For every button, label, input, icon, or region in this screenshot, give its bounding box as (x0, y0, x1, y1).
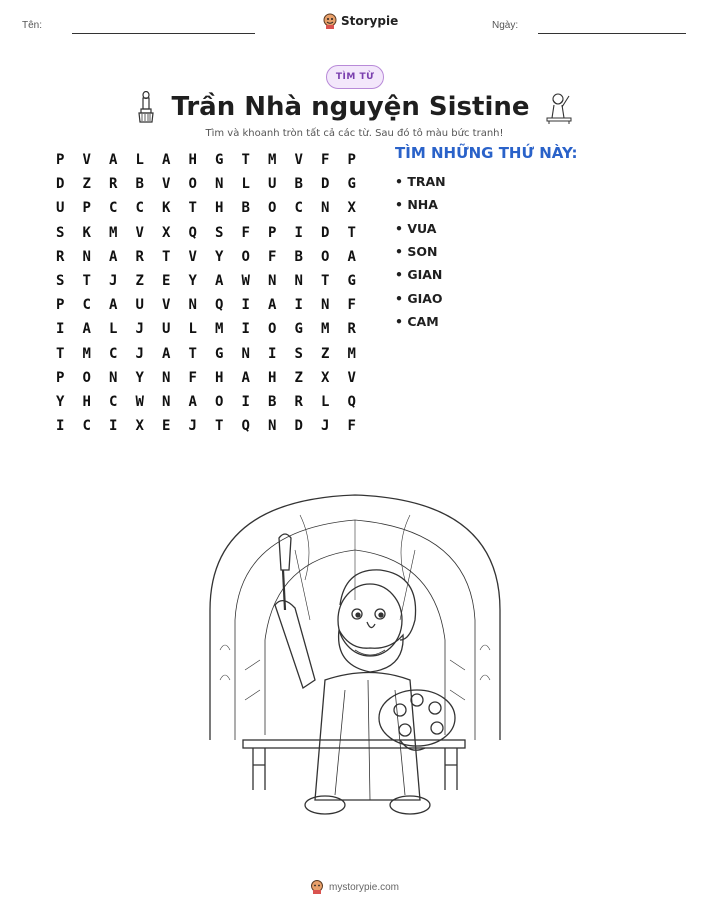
grid-letter: K (82, 224, 91, 241)
grid-letter: G (347, 273, 356, 290)
grid-letter: V (162, 297, 171, 314)
grid-letter: R (56, 248, 65, 265)
grid-letter: D (294, 418, 303, 435)
page-title: Trần Nhà nguyện Sistine (171, 92, 530, 122)
grid-letter: N (241, 345, 250, 362)
grid-letter: T (82, 273, 91, 290)
grid-letter: N (162, 369, 171, 386)
grid-letter: A (109, 297, 118, 314)
grid-letter: C (109, 345, 118, 362)
grid-letter: D (321, 176, 330, 193)
grid-letter: A (215, 273, 224, 290)
word-list-title: TÌM NHỮNG THỨ NÀY: (395, 144, 578, 162)
grid-letter: N (321, 200, 330, 217)
grid-letter: C (82, 297, 91, 314)
grid-letter: H (215, 369, 224, 386)
grid-letter: I (241, 297, 250, 314)
grid-letter: U (268, 176, 277, 193)
grid-letter: A (162, 345, 171, 362)
grid-letter: Y (215, 248, 224, 265)
grid-letter: Q (188, 224, 197, 241)
grid-letter: V (135, 224, 144, 241)
word-list-item: • GIAO (395, 290, 443, 306)
grid-row (47, 317, 365, 341)
grid-letter: P (347, 152, 356, 169)
grid-letter: T (56, 345, 65, 362)
grid-letter: V (162, 176, 171, 193)
grid-letter: C (294, 200, 303, 217)
date-label: Ngày: (492, 20, 519, 31)
title-row (0, 90, 709, 124)
grid-letter: P (56, 297, 65, 314)
grid-letter: N (294, 273, 303, 290)
grid-letter: C (82, 418, 91, 435)
grid-letter: R (109, 176, 118, 193)
grid-letter: T (188, 200, 197, 217)
grid-letter: T (188, 345, 197, 362)
name-line (72, 33, 255, 34)
grid-letter: X (321, 369, 330, 386)
grid-letter: C (109, 393, 118, 410)
grid-letter: S (294, 345, 303, 362)
paintbrush-icon (135, 91, 157, 123)
grid-letter: M (215, 321, 224, 338)
grid-letter: Y (56, 393, 65, 410)
grid-letter: B (268, 393, 277, 410)
word-list-item: • GIAN (395, 267, 443, 283)
grid-letter: L (188, 321, 197, 338)
grid-letter: H (82, 393, 91, 410)
grid-letter: F (347, 418, 356, 435)
grid-letter: A (268, 297, 277, 314)
grid-letter: M (82, 345, 91, 362)
grid-letter: O (215, 393, 224, 410)
grid-row (47, 221, 365, 245)
grid-letter: J (188, 418, 197, 435)
grid-letter: Z (82, 176, 91, 193)
grid-letter: E (162, 418, 171, 435)
grid-row (47, 366, 365, 390)
grid-letter: C (135, 200, 144, 217)
grid-letter: U (162, 321, 171, 338)
grid-letter: Q (215, 297, 224, 314)
grid-letter: G (347, 176, 356, 193)
grid-letter: M (321, 321, 330, 338)
grid-letter: I (294, 297, 303, 314)
grid-letter: N (321, 297, 330, 314)
grid-letter: L (109, 321, 118, 338)
grid-letter: G (294, 321, 303, 338)
grid-letter: A (109, 248, 118, 265)
grid-letter: X (162, 224, 171, 241)
grid-letter: I (241, 393, 250, 410)
footer (0, 880, 709, 894)
grid-letter: I (56, 418, 65, 435)
grid-letter: S (56, 224, 65, 241)
footer-url: mystorypie.com (328, 881, 399, 893)
grid-row (47, 342, 365, 366)
grid-letter: V (347, 369, 356, 386)
grid-letter: J (109, 273, 118, 290)
grid-letter: G (215, 152, 224, 169)
grid-letter: A (162, 152, 171, 169)
grid-letter: N (215, 176, 224, 193)
grid-letter: H (215, 200, 224, 217)
grid-letter: T (215, 418, 224, 435)
painter-figure-icon (544, 90, 574, 124)
grid-letter: B (294, 248, 303, 265)
word-list-item: • TRAN (395, 174, 446, 190)
grid-letter: M (109, 224, 118, 241)
grid-letter: X (347, 200, 356, 217)
word-list-item: • NHA (395, 197, 438, 213)
grid-letter: M (268, 152, 277, 169)
grid-letter: V (188, 248, 197, 265)
grid-letter: P (56, 369, 65, 386)
grid-letter: F (347, 297, 356, 314)
grid-row (47, 390, 365, 414)
brand (323, 13, 398, 29)
grid-letter: S (56, 273, 65, 290)
grid-letter: M (347, 345, 356, 362)
grid-letter: Q (347, 393, 356, 410)
grid-letter: P (268, 224, 277, 241)
grid-letter: R (135, 248, 144, 265)
grid-letter: L (321, 393, 330, 410)
grid-letter: D (56, 176, 65, 193)
grid-row (47, 148, 365, 172)
word-list-item: • CAM (395, 313, 439, 329)
grid-letter: I (268, 345, 277, 362)
grid-letter: V (82, 152, 91, 169)
grid-letter: E (162, 273, 171, 290)
grid-row (47, 269, 365, 293)
grid-letter: D (321, 224, 330, 241)
grid-letter: P (56, 152, 65, 169)
grid-letter: O (321, 248, 330, 265)
grid-letter: Z (321, 345, 330, 362)
grid-row (47, 293, 365, 317)
grid-letter: R (347, 321, 356, 338)
grid-letter: B (294, 176, 303, 193)
grid-letter: Q (241, 418, 250, 435)
grid-letter: C (109, 200, 118, 217)
michelangelo-coloring-picture (205, 490, 505, 830)
grid-letter: A (347, 248, 356, 265)
activity-badge: TÌM TỪ (326, 65, 384, 89)
grid-letter: O (188, 176, 197, 193)
word-list-item: • SON (395, 244, 438, 260)
grid-letter: T (347, 224, 356, 241)
instructions: Tìm và khoanh tròn tất cả các từ. Sau đó tô màu bức tranh! (205, 128, 504, 139)
grid-letter: J (135, 321, 144, 338)
grid-letter: U (56, 200, 65, 217)
grid-letter: N (82, 248, 91, 265)
storypie-logo-icon (310, 880, 324, 894)
grid-letter: V (294, 152, 303, 169)
grid-letter: S (215, 224, 224, 241)
grid-letter: X (135, 418, 144, 435)
grid-letter: W (241, 273, 250, 290)
grid-row (47, 172, 365, 196)
grid-letter: F (268, 248, 277, 265)
grid-letter: H (268, 369, 277, 386)
grid-letter: F (321, 152, 330, 169)
grid-letter: H (188, 152, 197, 169)
grid-letter: K (162, 200, 171, 217)
word-list-item: • VUA (395, 220, 437, 236)
grid-letter: T (321, 273, 330, 290)
grid-letter: J (135, 345, 144, 362)
grid-letter: A (109, 152, 118, 169)
word-list (395, 170, 446, 333)
grid-letter: L (135, 152, 144, 169)
brand-name: Storypie (341, 14, 399, 28)
grid-letter: P (82, 200, 91, 217)
grid-letter: F (188, 369, 197, 386)
grid-row (47, 196, 365, 220)
date-line (538, 33, 686, 34)
grid-letter: O (268, 321, 277, 338)
grid-row (47, 245, 365, 269)
grid-letter: J (321, 418, 330, 435)
grid-letter: T (241, 152, 250, 169)
grid-letter: I (241, 321, 250, 338)
grid-letter: A (241, 369, 250, 386)
grid-letter: B (241, 200, 250, 217)
grid-letter: T (162, 248, 171, 265)
grid-letter: O (268, 200, 277, 217)
grid-letter: W (135, 393, 144, 410)
grid-letter: F (241, 224, 250, 241)
grid-letter: N (268, 273, 277, 290)
grid-letter: I (56, 321, 65, 338)
grid-letter: N (162, 393, 171, 410)
grid-letter: Y (135, 369, 144, 386)
grid-letter: N (109, 369, 118, 386)
grid-letter: G (215, 345, 224, 362)
grid-letter: Z (135, 273, 144, 290)
grid-letter: L (241, 176, 250, 193)
grid-letter: Y (188, 273, 197, 290)
grid-letter: U (135, 297, 144, 314)
grid-letter: A (188, 393, 197, 410)
grid-letter: N (188, 297, 197, 314)
grid-letter: Z (294, 369, 303, 386)
grid-letter: R (294, 393, 303, 410)
grid-letter: O (82, 369, 91, 386)
grid-letter: N (268, 418, 277, 435)
grid-letter: I (294, 224, 303, 241)
grid-letter: I (109, 418, 118, 435)
name-label: Tên: (22, 20, 43, 31)
word-search-grid (47, 148, 365, 438)
storypie-logo-icon (323, 13, 337, 29)
grid-letter: O (241, 248, 250, 265)
grid-row (47, 414, 365, 438)
grid-letter: B (135, 176, 144, 193)
grid-letter: A (82, 321, 91, 338)
